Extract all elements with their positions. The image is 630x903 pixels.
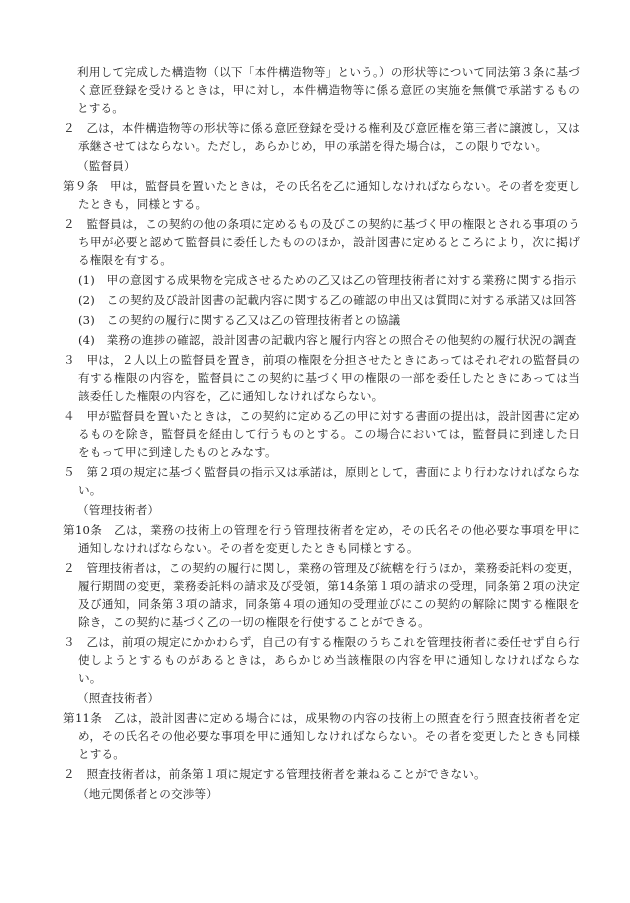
article-9-para-2: ２ 監督員は，この契約の他の条項に定めるもの及びこの契約に基づく甲の権限とされる事項のうち甲が必要と認めて監督員に委任したもののほか，設計図書に定めるところにより，次に掲げる権限を有する。 — [63, 217, 580, 267]
heading-supervisor: （監督員） — [77, 159, 136, 173]
article-9-para-4: ４ 甲が監督員を置いたときは，この契約に定める乙の甲に対する書面の提出は，設計図書に定めるものを除き，監督員を経由して行うものとする。この場合においては，監督員に到達した日をもって甲に到達したものとみなす。 — [63, 409, 580, 459]
article-10-para-3: ３ 乙は，前項の規定にかかわらず，自己の有する権限のうちこれを管理技術者に委任せず自ら行使しようとするものがあるときは，あらかじめ当該権限の内容を甲に通知しなければならない。 — [63, 635, 580, 685]
article-11: 第11条 乙は，設計図書に定める場合には，成果物の内容の技術上の照査を行う照査技術者を定め，その氏名その他必要な事項を甲に通知しなければならない。その者を変更したときも同様とする。 — [63, 711, 580, 761]
list-item-2: (2) この契約及び設計図書の記載内容に関する乙の確認の申出又は質問に対する承諾又は回答 — [78, 293, 577, 307]
article-10: 第10条 乙は，業務の技術上の管理を行う管理技術者を定め，その氏名その他必要な事項を甲に通知しなければならない。その者を変更したときも同様とする。 — [63, 523, 580, 555]
list-item-3: (3) この契約の履行に関する乙又は乙の管理技術者との協議 — [78, 313, 401, 327]
paragraph-continued: 利用して完成した構造物（以下「本件構造物等」という。）の形状等について同法第３条に基づく意匠登録を受けるときは，甲に対し，本件構造物等に係る意匠の実施を無償で承諾するものとする。 — [77, 65, 580, 115]
paragraph-design-rights-transfer: ２ 乙は，本件構造物等の形状等に係る意匠登録を受ける権利及び意匠権を第三者に譲渡し，又は承継させてはならない。ただし，あらかじめ，甲の承諾を得た場合は，この限りでない。 — [63, 121, 580, 153]
heading-manager: （管理技術者） — [77, 503, 160, 517]
article-9: 第９条 甲は，監督員を置いたときは，その氏名を乙に通知しなければならない。その者を変更したときも，同様とする。 — [63, 179, 580, 211]
heading-checker: （照査技術者） — [77, 691, 160, 705]
article-10-para-2: ２ 管理技術者は，この契約の履行に関し，業務の管理及び統轄を行うほか，業務委託料の変更，履行期間の変更，業務委託料の請求及び受領，第14条第１項の請求の受理，同条第２項の決定及び通知，同条第３項の請求，同条第４項の通知の受理並びにこの契約の解除に関する権限を除き，この契約に基づく乙の一切の権限を行使することができる。 — [63, 561, 580, 629]
heading-local-negotiation: （地元関係者との交渉等） — [77, 787, 218, 801]
list-item-4: (4) 業務の進捗の確認，設計図書の記載内容と履行内容との照合その他契約の履行状況の調査 — [78, 333, 577, 347]
article-9-para-3: ３ 甲は，２人以上の監督員を置き，前項の権限を分担させたときにあってはそれぞれの監督員の有する権限の内容を，監督員にこの契約に基づく甲の権限の一部を委任したときにあっては当該委任した権限の内容を，乙に通知しなければならない。 — [63, 353, 580, 403]
list-item-1: (1) 甲の意図する成果物を完成させるための乙又は乙の管理技術者に対する業務に関する指示 — [78, 273, 577, 287]
article-9-para-5: ５ 第２項の規定に基づく監督員の指示又は承諾は，原則として，書面により行わなければならない。 — [63, 465, 580, 497]
article-11-para-2: ２ 照査技術者は，前条第１項に規定する管理技術者を兼ねることができない。 — [63, 767, 486, 781]
